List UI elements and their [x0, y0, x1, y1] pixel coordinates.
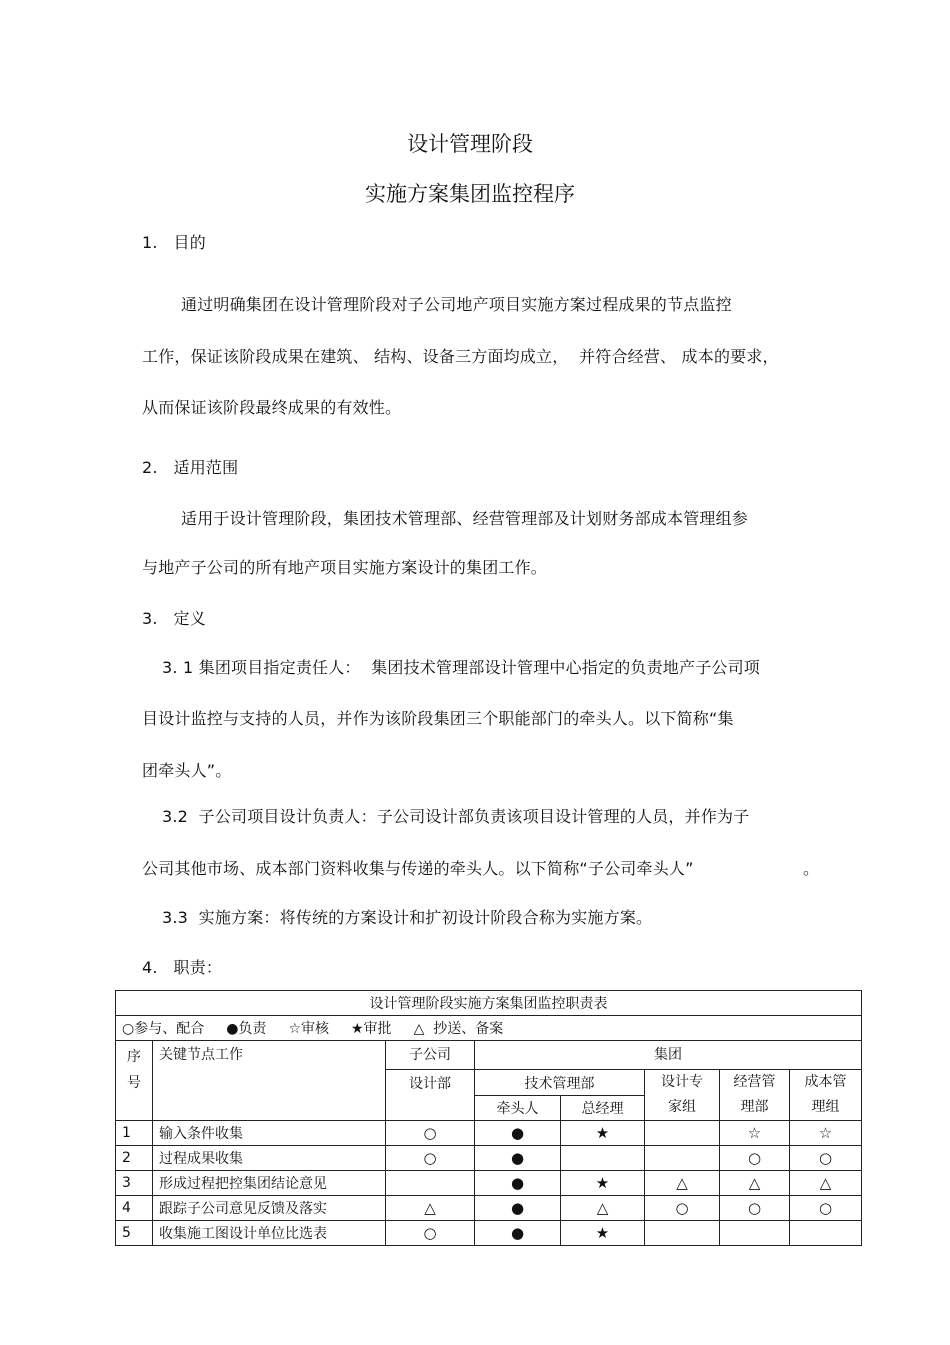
section-1-line-3: 从而保证该阶段最终成果的有效性。: [142, 398, 402, 417]
header-group: 集团: [475, 1041, 862, 1070]
header-lead: 牵头人: [475, 1096, 561, 1121]
page-title: 设计管理阶段: [407, 132, 533, 156]
table-legend: [116, 1016, 862, 1041]
cell-ops-dept: ○: [720, 1146, 790, 1171]
cell-ops-dept: ☆: [720, 1121, 790, 1146]
row-task: 过程成果收集: [153, 1146, 386, 1171]
table-row: [116, 1196, 862, 1221]
header-expert-group: 设计专 家组: [645, 1070, 720, 1121]
cell-expert-group: [645, 1221, 720, 1246]
cell-lead: ●: [475, 1121, 561, 1146]
row-number: 3: [116, 1171, 153, 1196]
row-number: 5: [116, 1221, 153, 1246]
cell-lead: ●: [475, 1221, 561, 1246]
table-row: [116, 1121, 862, 1146]
cell-lead: ●: [475, 1196, 561, 1221]
row-task: 跟踪子公司意见反馈及落实: [153, 1196, 386, 1221]
cell-design-dept: ○: [386, 1146, 475, 1171]
cell-cost-group: ○: [790, 1146, 862, 1171]
legend-approve: ★审批: [351, 1021, 392, 1037]
cell-expert-group: [645, 1121, 720, 1146]
header-tech-dept: 技术管理部: [475, 1070, 645, 1096]
section-3-1-line-2: 目设计监控与支持的人员，并作为该阶段集团三个职能部门的牵头人。以下简称“集: [142, 709, 734, 728]
cell-cost-group: ☆: [790, 1121, 862, 1146]
legend-review: ☆审核: [288, 1021, 329, 1037]
cell-design-dept: [386, 1171, 475, 1196]
table-row: [116, 1146, 862, 1171]
cell-expert-group: [645, 1146, 720, 1171]
section-3-2-line-2: 公司其他市场、成本部门资料收集与传递的牵头人。以下简称“子公司牵头人”: [142, 859, 694, 878]
cell-gm: ★: [561, 1121, 645, 1146]
cell-gm: [561, 1146, 645, 1171]
row-number: 4: [116, 1196, 153, 1221]
cell-gm: ★: [561, 1221, 645, 1246]
cell-cost-group: ○: [790, 1196, 862, 1221]
row-number: 2: [116, 1146, 153, 1171]
header-ops-dept: 经营管 理部: [720, 1070, 790, 1121]
row-task: 收集施工图设计单位比选表: [153, 1221, 386, 1246]
section-3-heading: 3. 定义: [142, 609, 206, 628]
row-task: 形成过程把控集团结论意见: [153, 1171, 386, 1196]
cell-gm: ★: [561, 1171, 645, 1196]
section-2-line-2: 与地产子公司的所有地产项目实施方案设计的集团工作。: [142, 558, 548, 577]
section-3-2-tail: 。: [803, 859, 820, 878]
section-4-heading: 4. 职责：: [142, 958, 223, 977]
cell-design-dept: ○: [386, 1121, 475, 1146]
section-3-1-line-1: 3. 1 集团项目指定责任人： 集团技术管理部设计管理中心指定的负责地产子公司项: [162, 658, 760, 677]
header-gm: 总经理: [561, 1096, 645, 1121]
header-cost-group: 成本管 理组: [790, 1070, 862, 1121]
legend-responsible: ●负责: [226, 1021, 267, 1037]
header-subsidiary: 子公司: [386, 1041, 475, 1070]
section-1-line-1: 通过明确集团在设计管理阶段对子公司地产项目实施方案过程成果的节点监控: [181, 295, 732, 314]
cell-design-dept: ○: [386, 1221, 475, 1246]
section-3-1-line-3: 团牵头人”。: [142, 761, 232, 780]
header-design-dept: 设计部: [386, 1070, 475, 1121]
cell-cost-group: [790, 1221, 862, 1246]
table-row: [116, 1221, 862, 1246]
cell-ops-dept: [720, 1221, 790, 1246]
table-row: [116, 1171, 862, 1196]
cell-lead: ●: [475, 1171, 561, 1196]
section-1-heading: 1. 目的: [142, 233, 206, 252]
cell-ops-dept: △: [720, 1171, 790, 1196]
row-task: 输入条件收集: [153, 1121, 386, 1146]
header-seq: 序 号: [116, 1041, 153, 1121]
row-number: 1: [116, 1121, 153, 1146]
legend-participate: ○参与、配合: [122, 1021, 205, 1037]
section-2-line-1: 适用于设计管理阶段，集团技术管理部、经营管理部及计划财务部成本管理组参: [181, 509, 749, 528]
responsibility-table: [115, 990, 862, 1246]
cell-lead: ●: [475, 1146, 561, 1171]
section-3-3-line-1: 3.3 实施方案：将传统的方案设计和扩初设计阶段合称为实施方案。: [162, 908, 653, 927]
header-task: 关键节点工作: [153, 1041, 386, 1121]
table-caption: 设计管理阶段实施方案集团监控职责表: [116, 991, 862, 1016]
cell-cost-group: △: [790, 1171, 862, 1196]
section-3-2-line-1: 3.2 子公司项目设计负责人：子公司设计部负责该项目设计管理的人员，并作为子: [162, 807, 750, 826]
cell-expert-group: ○: [645, 1196, 720, 1221]
section-2-heading: 2. 适用范围: [142, 458, 239, 477]
section-1-line-2: 工作，保证该阶段成果在建筑、 结构、设备三方面均成立， 并符合经营、 成本的要求，: [142, 347, 779, 366]
cell-design-dept: △: [386, 1196, 475, 1221]
legend-cc: △ 抄送、备案: [413, 1021, 504, 1037]
cell-ops-dept: ○: [720, 1196, 790, 1221]
page-subtitle: 实施方案集团监控程序: [365, 182, 575, 206]
cell-expert-group: △: [645, 1171, 720, 1196]
cell-gm: △: [561, 1196, 645, 1221]
